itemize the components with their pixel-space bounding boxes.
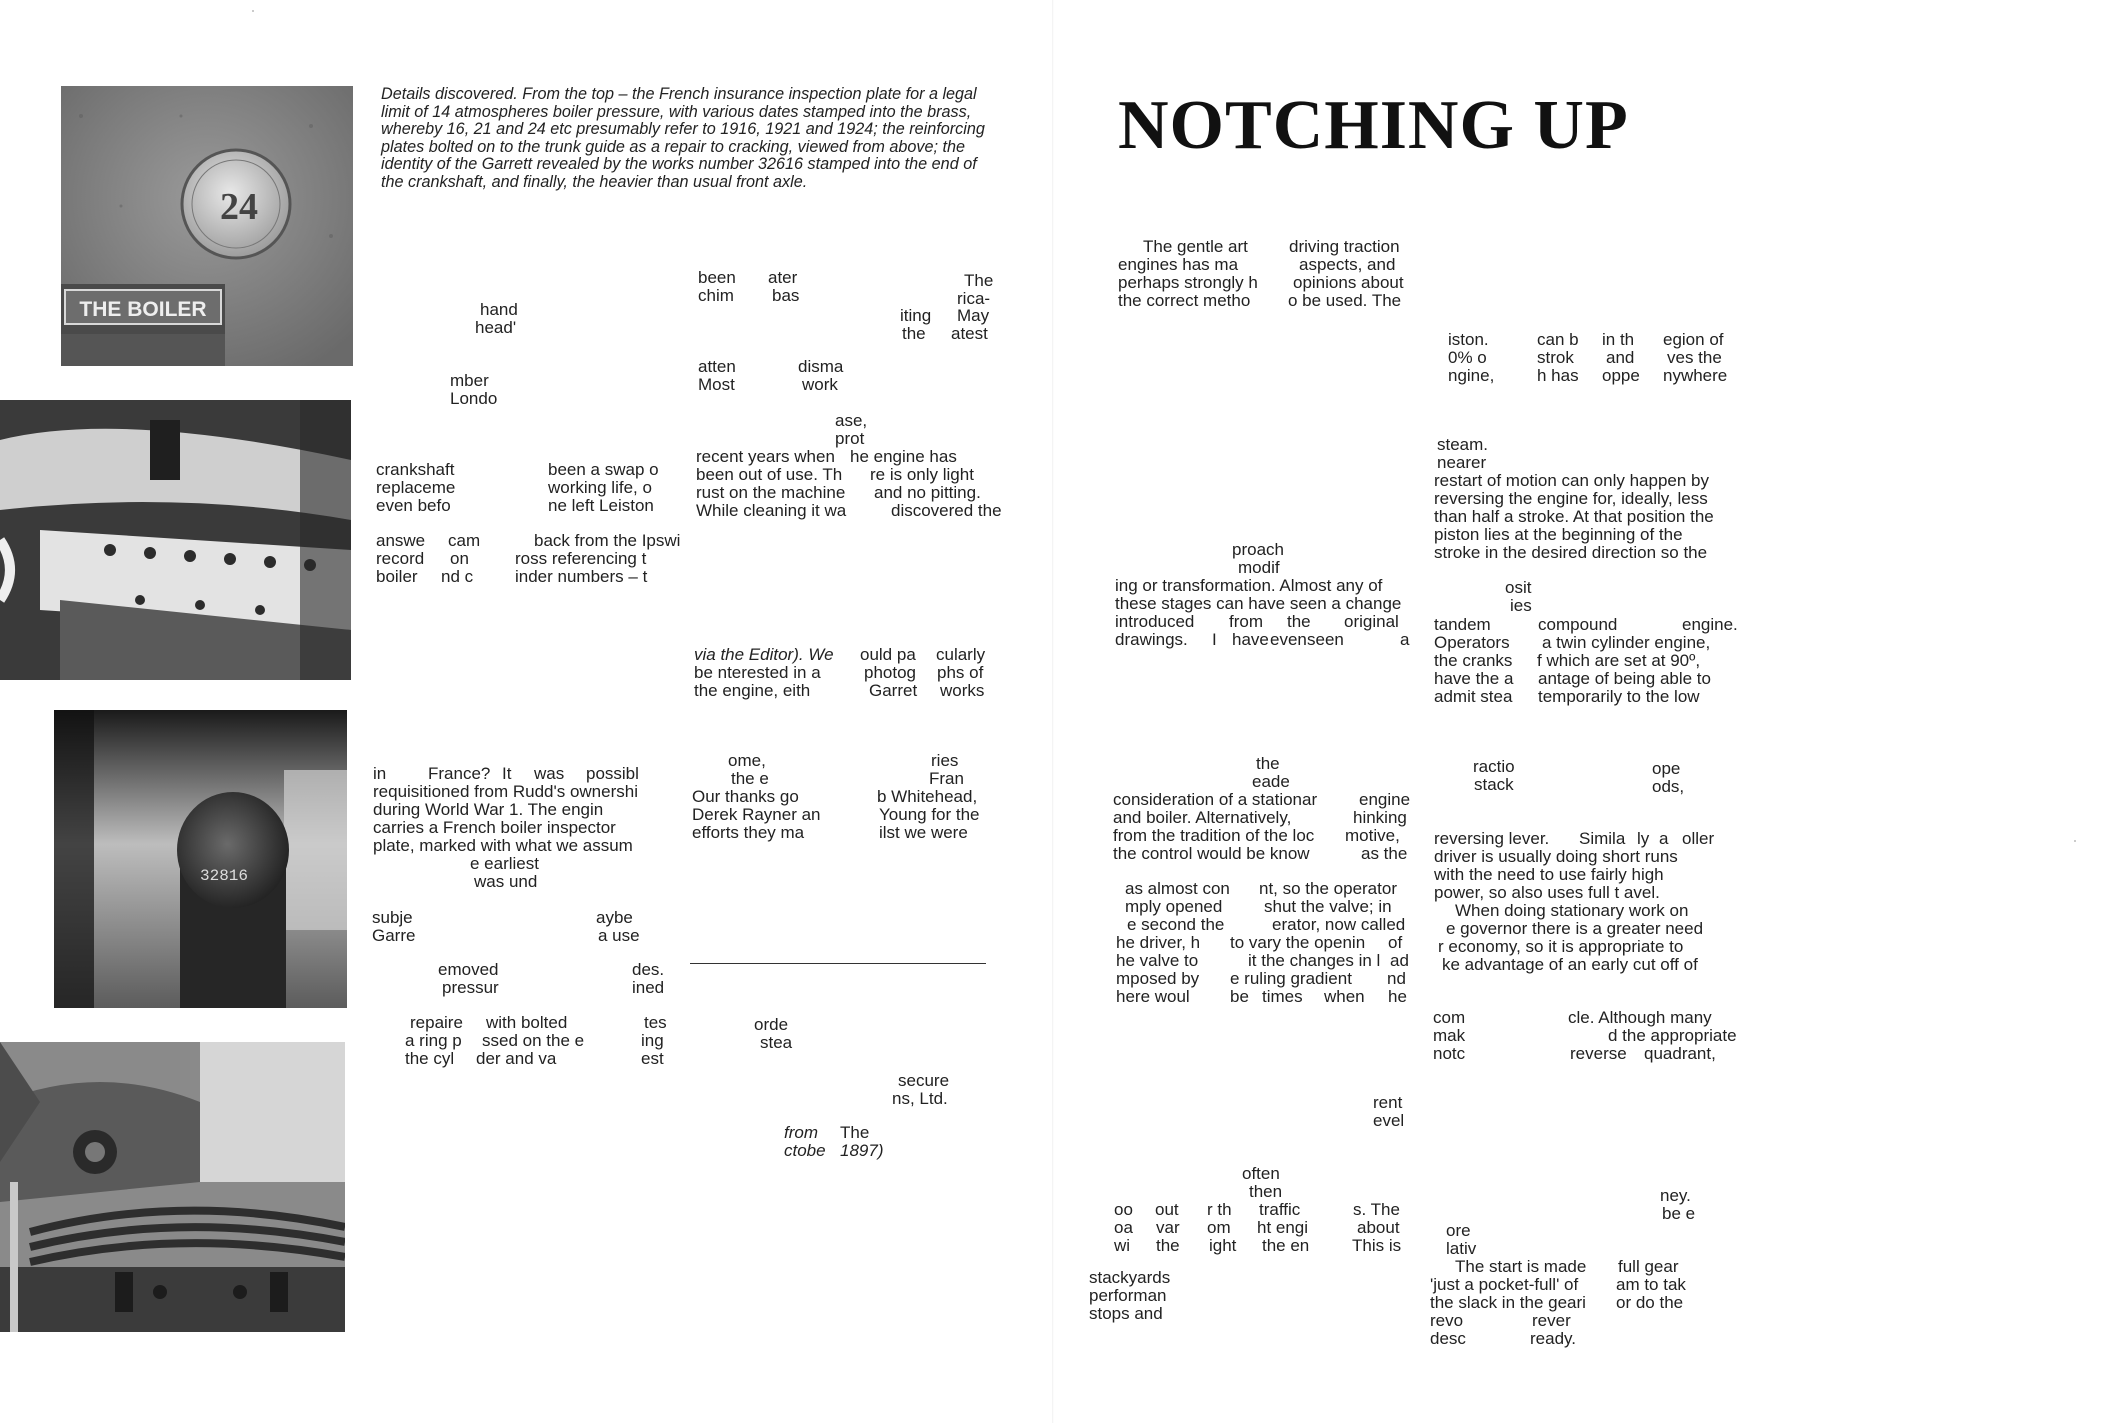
text-fragment: engines has ma bbox=[1118, 255, 1239, 274]
article-headline: NOTCHING UP bbox=[1118, 87, 1629, 164]
text-fragment: iting bbox=[900, 306, 932, 325]
text-fragment: iston. bbox=[1448, 330, 1489, 349]
text-fragment: mak bbox=[1433, 1026, 1466, 1045]
text-fragment: motive, bbox=[1345, 826, 1400, 845]
text-fragment: ater bbox=[768, 268, 798, 287]
text-fragment: Operators bbox=[1434, 633, 1510, 652]
text-fragment: reversing the engine for, ideally, less bbox=[1434, 489, 1708, 508]
text-fragment: evel bbox=[1373, 1111, 1405, 1130]
text-fragment: While cleaning it wa bbox=[696, 501, 847, 520]
text-fragment: with the need to use fairly high bbox=[1434, 865, 1664, 884]
text-fragment: h has bbox=[1537, 366, 1579, 385]
text-fragment: works bbox=[940, 681, 985, 700]
text-fragment: ries bbox=[931, 751, 959, 770]
text-fragment: ross referencing t bbox=[515, 549, 647, 568]
text-fragment: rent bbox=[1373, 1093, 1403, 1112]
text-fragment: record bbox=[376, 549, 425, 568]
text-fragment: a ring p bbox=[405, 1031, 462, 1050]
text-fragment: out bbox=[1155, 1200, 1179, 1219]
text-fragment: nd c bbox=[441, 567, 474, 586]
text-fragment: be nterested in a bbox=[694, 663, 821, 682]
text-fragment: even befo bbox=[376, 496, 451, 515]
text-fragment: Garret bbox=[869, 681, 918, 700]
text-fragment: restart of motion can only happen by bbox=[1434, 471, 1709, 490]
text-fragment: re is only light bbox=[870, 465, 974, 484]
text-fragment: stack bbox=[1474, 775, 1514, 794]
text-fragment: requisitioned from Rudd's ownershi bbox=[373, 782, 638, 801]
text-fragment: reverse bbox=[1570, 1044, 1627, 1063]
text-fragment: cle. Although many bbox=[1568, 1008, 1712, 1027]
text-fragment: ilst we were bbox=[879, 823, 968, 842]
text-fragment: des. bbox=[632, 960, 665, 979]
text-fragment: e earliest bbox=[470, 854, 539, 873]
text-fragment: driver is usually doing short runs bbox=[1434, 847, 1678, 866]
scan-speck bbox=[2074, 840, 2076, 842]
text-fragment: the bbox=[902, 324, 926, 343]
text-fragment: rever bbox=[1532, 1311, 1571, 1330]
text-fragment: it the changes in l bbox=[1248, 951, 1381, 970]
text-fragment: atest bbox=[951, 324, 988, 343]
text-fragment: ly bbox=[1637, 829, 1650, 848]
trunk-guide-photo bbox=[0, 400, 351, 680]
text-fragment: the control would be know bbox=[1113, 844, 1310, 863]
photo-caption: Details discovered. From the top – the French insurance inspection plate for a legal limit of 14 atmospheres boiler pressure, with various dates stamped into the brass, whereby 16, 21 and 24 etc presumably refer to 1916, 1921 and 1924; the reinforcing plates bolted on to the trunk guide as a repair to cracking, viewed from above; the identity of the Garrett revealed by the works number 32616 stamped into the end of the crankshaft, and finally, the heavier than usual front axle. bbox=[381, 85, 985, 191]
text-fragment: ase, bbox=[835, 411, 868, 430]
text-fragment: Derek Rayner an bbox=[692, 805, 821, 824]
text-fragment: rust on the machine bbox=[696, 483, 846, 502]
text-fragment: desc bbox=[1430, 1329, 1466, 1348]
text-fragment: to vary the openin bbox=[1230, 933, 1366, 952]
text-fragment: can b bbox=[1537, 330, 1579, 349]
text-fragment: stea bbox=[760, 1033, 793, 1052]
text-fragment: ht engi bbox=[1257, 1218, 1309, 1237]
text-fragment: he engine has bbox=[850, 447, 957, 466]
text-fragment: been bbox=[698, 268, 736, 287]
text-fragment: ready. bbox=[1530, 1329, 1576, 1348]
text-fragment: aybe bbox=[596, 908, 633, 927]
text-fragment: r th bbox=[1207, 1200, 1232, 1219]
text-fragment: be bbox=[1230, 987, 1249, 1006]
text-fragment: rica- bbox=[957, 289, 991, 308]
text-fragment: on bbox=[450, 549, 469, 568]
text-fragment: head' bbox=[475, 318, 517, 337]
plate-number: 24 bbox=[220, 186, 258, 228]
text-fragment: ould pa bbox=[860, 645, 916, 664]
text-fragment: ractio bbox=[1473, 757, 1515, 776]
text-fragment: the slack in the geari bbox=[1430, 1293, 1586, 1312]
text-fragment: ies bbox=[1510, 596, 1532, 615]
text-fragment: the bbox=[1256, 754, 1280, 773]
text-fragment: am to tak bbox=[1616, 1275, 1686, 1294]
text-fragment: I bbox=[1212, 630, 1217, 649]
text-fragment: work bbox=[802, 375, 838, 394]
text-fragment: carries a French boiler inspector bbox=[373, 818, 616, 837]
text-fragment: 1897) bbox=[840, 1141, 884, 1160]
text-fragment: than half a stroke. At that position the bbox=[1434, 507, 1714, 526]
text-fragment: been a swap o bbox=[548, 460, 659, 479]
text-fragment: inder numbers – t bbox=[515, 567, 648, 586]
text-fragment: the cyl bbox=[405, 1049, 455, 1068]
text-fragment: compound bbox=[1538, 615, 1618, 634]
text-fragment: from the tradition of the loc bbox=[1113, 826, 1315, 845]
text-fragment: ne left Leiston bbox=[548, 496, 654, 515]
text-fragment: nt, so the operator bbox=[1259, 879, 1397, 898]
text-fragment: be e bbox=[1662, 1204, 1696, 1223]
text-fragment: admit stea bbox=[1434, 687, 1513, 706]
text-fragment: oller bbox=[1682, 829, 1715, 848]
text-fragment: e second the bbox=[1127, 915, 1225, 934]
text-fragment: ney. bbox=[1660, 1186, 1691, 1205]
text-fragment: Our thanks go bbox=[692, 787, 799, 806]
text-fragment: subje bbox=[372, 908, 413, 927]
text-fragment: hinking bbox=[1353, 808, 1407, 827]
text-fragment: nd bbox=[1387, 969, 1406, 988]
text-fragment: om bbox=[1207, 1218, 1231, 1237]
text-fragment: seen bbox=[1307, 630, 1344, 649]
column-rule bbox=[690, 963, 986, 964]
text-fragment: he driver, h bbox=[1116, 933, 1201, 952]
text-fragment: recent years when bbox=[696, 447, 835, 466]
text-fragment: Garre bbox=[372, 926, 416, 945]
text-fragment: temporarily to the low bbox=[1538, 687, 1700, 706]
text-fragment: ight bbox=[1209, 1236, 1237, 1255]
text-fragment: ore bbox=[1446, 1221, 1471, 1240]
text-fragment: from bbox=[1229, 612, 1263, 631]
text-fragment: France? bbox=[428, 764, 491, 783]
text-fragment: It bbox=[502, 764, 512, 783]
text-fragment: or do the bbox=[1616, 1293, 1684, 1312]
text-fragment: orde bbox=[754, 1015, 789, 1034]
text-fragment: possibl bbox=[586, 764, 639, 783]
text-fragment: ngine, bbox=[1448, 366, 1495, 385]
text-fragment: consideration of a stationar bbox=[1113, 790, 1318, 809]
text-fragment: e governor there is a greater need bbox=[1446, 919, 1704, 938]
text-fragment: cularly bbox=[936, 645, 986, 664]
text-fragment: traffic bbox=[1259, 1200, 1301, 1219]
text-fragment: in bbox=[373, 764, 387, 783]
text-fragment: ssed on the e bbox=[482, 1031, 585, 1050]
text-fragment: s. The bbox=[1353, 1200, 1400, 1219]
text-fragment: strok bbox=[1537, 348, 1574, 367]
text-fragment: a bbox=[1400, 630, 1410, 649]
text-fragment: stops and bbox=[1089, 1304, 1163, 1323]
text-fragment: of bbox=[1388, 933, 1403, 952]
text-fragment: engine bbox=[1359, 790, 1411, 809]
text-fragment: aspects, and bbox=[1299, 255, 1396, 274]
text-fragment: drawings. bbox=[1115, 630, 1188, 649]
text-fragment: When doing stationary work on bbox=[1455, 901, 1689, 920]
text-fragment: the engine, eith bbox=[694, 681, 811, 700]
crankshaft-number: 32816 bbox=[199, 867, 249, 885]
text-fragment: lativ bbox=[1446, 1239, 1477, 1258]
text-fragment: antage of being able to bbox=[1538, 669, 1711, 688]
text-fragment: stroke in the desired direction so the bbox=[1434, 543, 1708, 562]
text-fragment: The bbox=[840, 1123, 870, 1142]
text-fragment: the bbox=[1287, 612, 1311, 631]
text-fragment: even bbox=[1270, 630, 1307, 649]
text-fragment: 0% o bbox=[1448, 348, 1487, 367]
text-fragment: introduced bbox=[1115, 612, 1195, 631]
text-fragment: ined bbox=[632, 978, 665, 997]
text-fragment: The bbox=[964, 271, 994, 290]
boiler-plate-photo bbox=[61, 86, 353, 366]
text-fragment: 'just a pocket-full' of bbox=[1430, 1275, 1579, 1294]
text-fragment: when bbox=[1324, 987, 1365, 1006]
text-fragment: was und bbox=[474, 872, 538, 891]
text-fragment: The gentle art bbox=[1143, 237, 1248, 256]
text-fragment: a twin cylinder engine, bbox=[1542, 633, 1711, 652]
text-fragment: driving traction bbox=[1289, 237, 1400, 256]
text-fragment: atten bbox=[698, 357, 736, 376]
text-fragment: full gear bbox=[1618, 1257, 1679, 1276]
text-fragment: Fran bbox=[929, 769, 964, 788]
text-fragment: oa bbox=[1114, 1218, 1133, 1237]
text-fragment: revo bbox=[1430, 1311, 1464, 1330]
text-fragment: back from the Ipswi bbox=[534, 531, 681, 550]
text-fragment: chim bbox=[698, 286, 734, 305]
text-fragment: repaire bbox=[410, 1013, 463, 1032]
text-fragment: proach bbox=[1232, 540, 1284, 559]
text-fragment: answe bbox=[376, 531, 426, 550]
text-fragment: the bbox=[1156, 1236, 1180, 1255]
text-fragment: was bbox=[534, 764, 565, 783]
text-fragment: This is bbox=[1352, 1236, 1402, 1255]
text-fragment: mposed by bbox=[1116, 969, 1200, 988]
text-fragment: hand bbox=[480, 300, 518, 319]
text-fragment: May bbox=[957, 306, 990, 325]
text-fragment: ing or transformation. Almost any of bbox=[1115, 576, 1383, 595]
text-fragment: der and va bbox=[476, 1049, 557, 1068]
text-fragment: wi bbox=[1114, 1236, 1131, 1255]
text-fragment: r economy, so it is appropriate to bbox=[1438, 937, 1684, 956]
text-fragment: notc bbox=[1433, 1044, 1466, 1063]
text-fragment: via the Editor). We bbox=[694, 645, 834, 664]
text-fragment: original bbox=[1344, 612, 1399, 631]
text-fragment: during World War 1. The engin bbox=[373, 800, 604, 819]
scan-speck bbox=[252, 10, 254, 12]
text-fragment: egion of bbox=[1663, 330, 1724, 349]
text-fragment: ves the bbox=[1667, 348, 1722, 367]
text-fragment: the cranks bbox=[1434, 651, 1513, 670]
text-fragment: boiler bbox=[376, 567, 418, 586]
text-fragment: ke advantage of an early cut off of bbox=[1442, 955, 1698, 974]
text-fragment: com bbox=[1433, 1008, 1466, 1027]
text-fragment: performan bbox=[1089, 1286, 1167, 1305]
text-fragment: phs of bbox=[937, 663, 984, 682]
text-fragment: engine. bbox=[1682, 615, 1738, 634]
text-fragment: Most bbox=[698, 375, 735, 394]
text-fragment: cam bbox=[448, 531, 481, 550]
text-fragment: he bbox=[1388, 987, 1407, 1006]
text-fragment: and bbox=[1606, 348, 1635, 367]
text-fragment: mply opened bbox=[1125, 897, 1223, 916]
text-fragment: then bbox=[1249, 1182, 1283, 1201]
text-fragment: o be used. The bbox=[1288, 291, 1402, 310]
text-fragment: tandem bbox=[1434, 615, 1491, 634]
text-fragment: Simila bbox=[1579, 829, 1626, 848]
text-fragment: replaceme bbox=[376, 478, 456, 497]
text-fragment: the e bbox=[731, 769, 769, 788]
text-fragment: steam. bbox=[1437, 435, 1489, 454]
text-fragment: as the bbox=[1361, 844, 1408, 863]
text-fragment: these stages can have seen a change bbox=[1115, 594, 1402, 613]
text-fragment: have bbox=[1232, 630, 1269, 649]
text-fragment: est bbox=[641, 1049, 664, 1068]
text-fragment: disma bbox=[798, 357, 844, 376]
text-fragment: in th bbox=[1602, 330, 1635, 349]
text-fragment: Londo bbox=[450, 389, 498, 408]
text-fragment: nywhere bbox=[1663, 366, 1728, 385]
text-fragment: pressur bbox=[442, 978, 499, 997]
text-fragment: emoved bbox=[438, 960, 499, 979]
text-fragment: opinions about bbox=[1293, 273, 1404, 292]
text-fragment: secure bbox=[898, 1071, 950, 1090]
text-fragment: modif bbox=[1238, 558, 1280, 577]
text-fragment: prot bbox=[835, 429, 865, 448]
text-fragment: b Whitehead, bbox=[877, 787, 978, 806]
text-fragment: osit bbox=[1505, 578, 1532, 597]
text-fragment: stackyards bbox=[1089, 1268, 1171, 1287]
page-gutter bbox=[1052, 0, 1054, 1423]
text-fragment: here woul bbox=[1116, 987, 1190, 1006]
text-fragment: ome, bbox=[728, 751, 766, 770]
text-fragment: ad bbox=[1390, 951, 1409, 970]
text-fragment: the en bbox=[1262, 1236, 1310, 1255]
text-fragment: discovered the bbox=[891, 501, 1002, 520]
text-fragment: perhaps strongly h bbox=[1118, 273, 1258, 292]
crankshaft-end-photo bbox=[54, 710, 347, 1008]
text-fragment: he valve to bbox=[1116, 951, 1199, 970]
text-fragment: and no pitting. bbox=[874, 483, 981, 502]
text-fragment: about bbox=[1357, 1218, 1400, 1237]
text-fragment: ctobe bbox=[784, 1141, 826, 1160]
text-fragment: oo bbox=[1114, 1200, 1133, 1219]
text-fragment: working life, o bbox=[548, 478, 652, 497]
text-fragment: quadrant, bbox=[1644, 1044, 1716, 1063]
text-fragment: power, so also uses full t avel. bbox=[1434, 883, 1660, 902]
text-fragment: often bbox=[1242, 1164, 1280, 1183]
text-fragment: piston lies at the beginning of the bbox=[1434, 525, 1683, 544]
text-fragment: f which are set at 90º, bbox=[1537, 651, 1701, 670]
front-axle-photo bbox=[0, 1042, 345, 1332]
text-fragment: e ruling gradient bbox=[1230, 969, 1352, 988]
text-fragment: ods, bbox=[1652, 777, 1685, 796]
text-fragment: ope bbox=[1652, 759, 1681, 778]
text-fragment: a bbox=[1659, 829, 1669, 848]
text-fragment: tes bbox=[644, 1013, 667, 1032]
text-fragment: from bbox=[784, 1123, 818, 1142]
text-fragment: the correct metho bbox=[1118, 291, 1251, 310]
text-fragment: reversing lever. bbox=[1434, 829, 1550, 848]
text-fragment: nearer bbox=[1437, 453, 1487, 472]
text-fragment: plate, marked with what we assum bbox=[373, 836, 633, 855]
text-fragment: ns, Ltd. bbox=[892, 1089, 948, 1108]
text-fragment: mber bbox=[450, 371, 489, 390]
text-fragment: eade bbox=[1252, 772, 1290, 791]
text-fragment: crankshaft bbox=[376, 460, 455, 479]
text-fragment: and boiler. Alternatively, bbox=[1113, 808, 1292, 827]
text-fragment: times bbox=[1262, 987, 1303, 1006]
text-fragment: with bolted bbox=[486, 1013, 568, 1032]
text-fragment: ing bbox=[641, 1031, 664, 1050]
text-fragment: Young for the bbox=[879, 805, 980, 824]
text-fragment: photog bbox=[864, 663, 916, 682]
text-fragment: The start is made bbox=[1455, 1257, 1587, 1276]
text-fragment: bas bbox=[772, 286, 800, 305]
text-fragment: oppe bbox=[1602, 366, 1640, 385]
text-fragment: d the appropriate bbox=[1608, 1026, 1737, 1045]
text-fragment: efforts they ma bbox=[692, 823, 805, 842]
text-fragment: as almost con bbox=[1125, 879, 1230, 898]
text-fragment: var bbox=[1156, 1218, 1180, 1237]
text-fragment: erator, now called bbox=[1272, 915, 1406, 934]
plate-text: THE BOILER bbox=[79, 298, 207, 321]
text-fragment: a use bbox=[598, 926, 640, 945]
text-fragment: shut the valve; in bbox=[1264, 897, 1392, 916]
text-fragment: been out of use. Th bbox=[696, 465, 843, 484]
text-fragment: have the a bbox=[1434, 669, 1514, 688]
